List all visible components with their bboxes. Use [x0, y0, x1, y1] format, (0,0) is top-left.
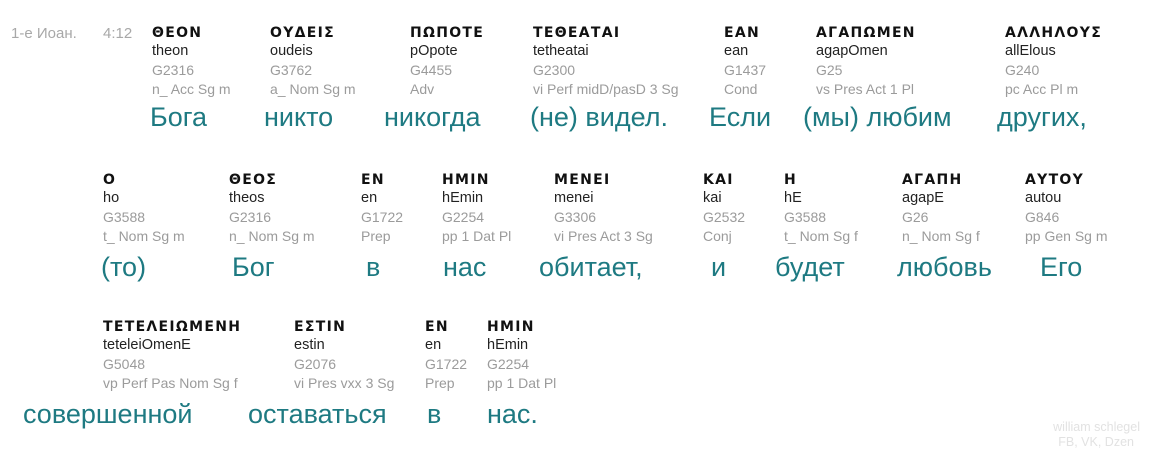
- greek-word: ΘΕΟΝ: [152, 25, 203, 41]
- greek-word: ΑΥΤΟΥ: [1025, 172, 1085, 188]
- watermark-author: william schlegel: [1053, 420, 1140, 434]
- russian-translation: никогда: [384, 102, 481, 132]
- greek-word: ΠΩΠΟΤΕ: [410, 25, 485, 41]
- greek-word: Ο: [103, 172, 117, 188]
- morphology: t_ Nom Sg m: [103, 228, 185, 244]
- transliteration: agapE: [902, 190, 944, 206]
- morphology: a_ Nom Sg m: [270, 81, 356, 97]
- russian-translation: (то): [101, 252, 147, 282]
- morphology: Prep: [361, 228, 391, 244]
- russian-translation: оставаться: [248, 399, 387, 429]
- russian-translation: и: [711, 252, 727, 282]
- greek-word: ΚΑΙ: [703, 172, 734, 188]
- transliteration: hEmin: [487, 337, 529, 353]
- transliteration: hEmin: [442, 190, 484, 206]
- transliteration: theos: [229, 190, 265, 206]
- greek-word: ΘΕΟΣ: [229, 172, 278, 188]
- strong-number: G25: [816, 62, 843, 78]
- morphology: vi Pres vxx 3 Sg: [294, 375, 395, 391]
- morphology: pp 1 Dat Pl: [487, 375, 557, 391]
- morphology: n_ Acc Sg m: [152, 81, 231, 97]
- russian-translation: нас.: [487, 399, 538, 429]
- morphology: n_ Nom Sg m: [229, 228, 315, 244]
- russian-translation: в: [427, 399, 442, 429]
- strong-number: G3588: [103, 209, 146, 225]
- morphology: pp Gen Sg m: [1025, 228, 1108, 244]
- morphology: Prep: [425, 375, 455, 391]
- greek-word: ΕΑΝ: [724, 25, 761, 41]
- morphology: Adv: [410, 81, 435, 97]
- transliteration: teteleiOmenE: [103, 337, 191, 353]
- greek-word: ΗΜΙΝ: [487, 319, 535, 335]
- russian-translation: (не) видел.: [530, 102, 668, 132]
- russian-translation: обитает,: [539, 252, 643, 282]
- greek-word: ΟΥΔΕΙΣ: [270, 25, 336, 41]
- transliteration: autou: [1025, 190, 1062, 206]
- watermark-social: FB, VK, Dzen: [1058, 435, 1134, 449]
- transliteration: hE: [784, 190, 802, 206]
- strong-number: G1722: [361, 209, 404, 225]
- russian-translation: Если: [709, 102, 772, 132]
- transliteration: estin: [294, 337, 325, 353]
- morphology: Cond: [724, 81, 758, 97]
- strong-number: G3588: [784, 209, 827, 225]
- strong-number: G240: [1005, 62, 1040, 78]
- morphology: vp Perf Pas Nom Sg f: [103, 375, 238, 391]
- greek-word: ΜΕΝΕΙ: [554, 172, 611, 188]
- strong-number: G2532: [703, 209, 746, 225]
- greek-word: ΗΜΙΝ: [442, 172, 490, 188]
- strong-number: G2300: [533, 62, 576, 78]
- morphology: pc Acc Pl m: [1005, 81, 1079, 97]
- strong-number: G2254: [442, 209, 485, 225]
- reference-book: 1-е Иоан.: [11, 25, 77, 42]
- russian-translation: любовь: [897, 252, 992, 282]
- morphology: t_ Nom Sg f: [784, 228, 858, 244]
- russian-translation: никто: [264, 102, 334, 132]
- russian-translation: будет: [775, 252, 845, 282]
- strong-number: G1722: [425, 356, 468, 372]
- russian-translation: других,: [997, 102, 1087, 132]
- strong-number: G846: [1025, 209, 1060, 225]
- greek-word: ΑΓΑΠΗ: [902, 172, 963, 188]
- transliteration: pOpote: [410, 43, 458, 59]
- russian-translation: нас: [443, 252, 487, 282]
- greek-word: ΕΝ: [425, 319, 449, 335]
- morphology: vs Pres Act 1 Pl: [816, 81, 915, 97]
- greek-word: ΕΝ: [361, 172, 385, 188]
- morphology: Conj: [703, 228, 732, 244]
- transliteration: tetheatai: [533, 43, 589, 59]
- russian-translation: Бога: [150, 102, 208, 132]
- morphology: pp 1 Dat Pl: [442, 228, 512, 244]
- transliteration: allElous: [1005, 43, 1056, 59]
- transliteration: agapOmen: [816, 43, 888, 59]
- greek-word: ΑΛΛΗΛΟΥΣ: [1005, 25, 1103, 41]
- transliteration: en: [361, 190, 378, 206]
- russian-translation: (мы) любим: [803, 102, 952, 132]
- strong-number: G2316: [152, 62, 195, 78]
- morphology: vi Perf midD/pasD 3 Sg: [533, 81, 679, 97]
- russian-translation: Его: [1040, 252, 1083, 282]
- strong-number: G4455: [410, 62, 453, 78]
- strong-number: G26: [902, 209, 929, 225]
- greek-word: ΑΓΑΠΩΜΕΝ: [816, 25, 916, 41]
- strong-number: G2254: [487, 356, 530, 372]
- strong-number: G3762: [270, 62, 313, 78]
- russian-translation: совершенной: [23, 399, 193, 429]
- strong-number: G1437: [724, 62, 767, 78]
- greek-word: ΤΕΤΕΛΕΙΩΜΕΝΗ: [103, 319, 242, 335]
- strong-number: G2316: [229, 209, 272, 225]
- russian-translation: Бог: [232, 252, 275, 282]
- transliteration: menei: [554, 190, 594, 206]
- morphology: vi Pres Act 3 Sg: [554, 228, 653, 244]
- transliteration: theon: [152, 43, 189, 59]
- transliteration: en: [425, 337, 442, 353]
- transliteration: kai: [703, 190, 722, 206]
- transliteration: ean: [724, 43, 749, 59]
- strong-number: G5048: [103, 356, 146, 372]
- morphology: n_ Nom Sg f: [902, 228, 980, 244]
- transliteration: oudeis: [270, 43, 313, 59]
- greek-word: ΤΕΘΕΑΤΑΙ: [533, 25, 621, 41]
- transliteration: ho: [103, 190, 120, 206]
- strong-number: G2076: [294, 356, 337, 372]
- reference-verse: 4:12: [103, 25, 133, 42]
- greek-word: Η: [784, 172, 798, 188]
- russian-translation: в: [366, 252, 381, 282]
- strong-number: G3306: [554, 209, 597, 225]
- greek-word: ΕΣΤΙΝ: [294, 319, 347, 335]
